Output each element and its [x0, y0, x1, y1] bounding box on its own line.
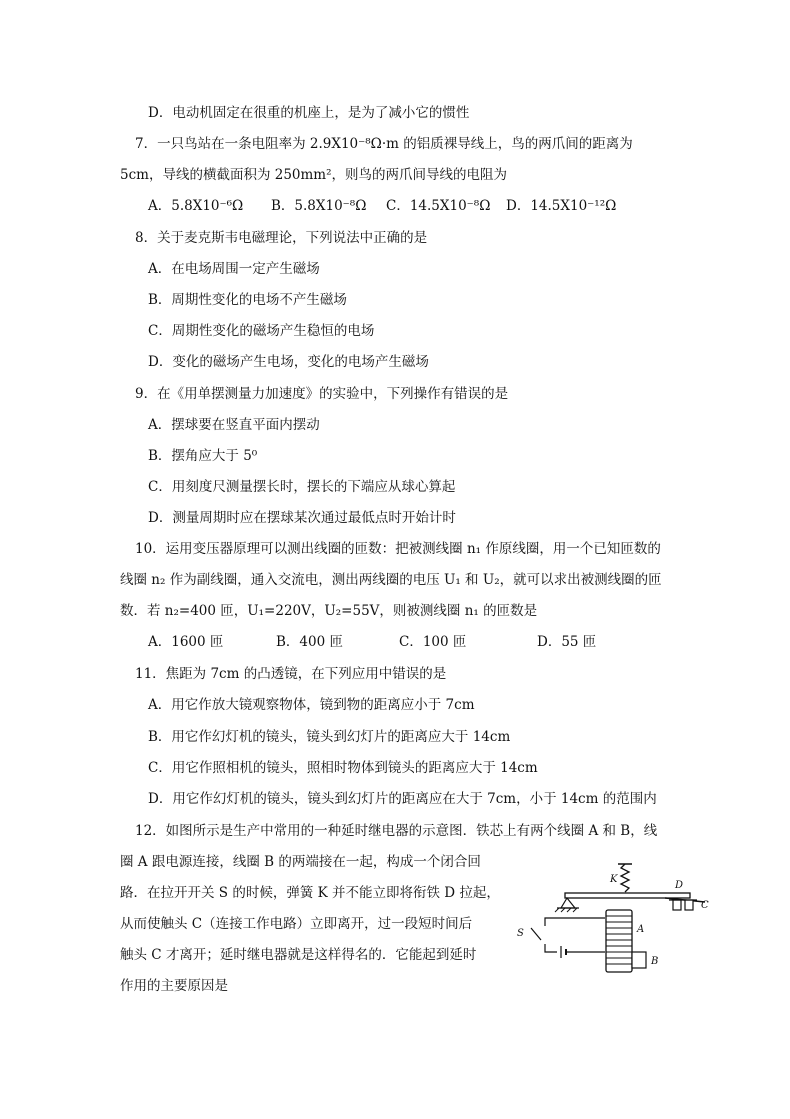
q10-stem-line2: 线圈 n₂ 作为副线圈，通入交流电，测出两线圈的电压 U₁ 和 U₂，就可以求出被测线圈的匝	[120, 572, 662, 588]
q10-option-c: C．100 匝	[399, 634, 467, 650]
q7-options	[148, 196, 616, 216]
q12-stem-line6: 作用的主要原因是	[120, 978, 228, 994]
q8-option-a: A．在电场周围一定产生磁场	[148, 261, 320, 277]
q7-option-c: C．14.5X10⁻⁸Ω	[386, 198, 491, 214]
q12-stem-line5: 触头 C 才离开；延时继电器就是这样得名的．它能起到延时	[120, 947, 477, 963]
q10-option-b: B．400 匝	[276, 634, 343, 650]
q8-option-d: D．变化的磁场产生电场，变化的电场产生磁场	[148, 354, 429, 370]
q11-option-d: D．用它作幻灯机的镜头，镜头到幻灯片的距离应在大于 7cm，小于 14cm 的范围内	[148, 791, 657, 807]
q9-option-b: B．摆角应大于 5⁰	[148, 448, 258, 464]
label-a: A	[637, 924, 645, 935]
q12-stem-line1: 12．如图所示是生产中常用的一种延时继电器的示意图．铁芯上有两个线圈 A 和 B，线	[135, 823, 658, 839]
q11-stem: 11．焦距为 7cm 的凸透镜，在下列应用中错误的是	[135, 666, 447, 682]
contact-c	[669, 900, 697, 910]
armature-d	[565, 893, 705, 902]
label-c: C	[701, 900, 709, 911]
q7-option-d: D．14.5X10⁻¹²Ω	[506, 198, 617, 214]
q9-option-d: D．测量周期时应在摆球某次通过最低点时开始计时	[148, 510, 456, 526]
q12-stem-line2: 圈 A 跟电源连接，线圈 B 的两端接在一起，构成一个闭合回	[120, 854, 481, 870]
label-s: S	[517, 928, 524, 939]
q12-stem-line4: 从而使触头 C（连接工作电路）立即离开，过一段短时间后	[120, 916, 473, 932]
q6-option-d: D．电动机固定在很重的机座上，是为了减小它的惯性	[148, 105, 470, 121]
label-d: D	[675, 880, 684, 891]
q10-option-d: D．55 匝	[537, 634, 597, 650]
q11-option-a: A．用它作放大镜观察物体，镜到物的距离应小于 7cm	[148, 697, 475, 713]
q9-option-a: A．摆球要在竖直平面内摆动	[148, 417, 320, 433]
q7-stem-line2: 5cm，导线的横截面积为 250mm²，则鸟的两爪间导线的电阻为	[120, 167, 508, 183]
q8-option-c: C．周期性变化的磁场产生稳恒的电场	[148, 323, 375, 339]
q10-stem-line3: 数．若 n₂=400 匝，U₁=220V，U₂=55V，则被测线圈 n₁ 的匝数是	[120, 603, 538, 619]
spring-k	[618, 864, 632, 892]
q9-stem: 9．在《用单摆测量力加速度》的实验中，下列操作有错误的是	[135, 386, 509, 402]
q10-options	[148, 632, 596, 652]
delay-relay-figure	[505, 856, 715, 976]
label-k: K	[610, 874, 618, 885]
q10-option-a: A．1600 匝	[148, 634, 224, 650]
q9-option-c: C．用刻度尺测量摆长时，摆长的下端应从球心算起	[148, 479, 456, 495]
coil-core	[606, 910, 646, 972]
q10-stem-line1: 10．运用变压器原理可以测出线圈的匝数：把被测线圈 n₁ 作原线圈，用一个已知匝数的	[135, 541, 661, 557]
q7-option-a: A．5.8X10⁻⁶Ω	[148, 198, 244, 214]
q8-stem: 8．关于麦克斯韦电磁理论，下列说法中正确的是	[135, 230, 428, 246]
q11-option-b: B．用它作幻灯机的镜头，镜头到幻灯片的距离应大于 14cm	[148, 729, 511, 745]
q7-option-b: B．5.8X10⁻⁸Ω	[271, 198, 367, 214]
circuit-wires	[531, 918, 605, 958]
pivot	[555, 898, 579, 912]
q11-option-c: C．用它作照相机的镜头，照相时物体到镜头的距离应大于 14cm	[148, 760, 538, 776]
q12-stem-line3: 路．在拉开开关 S 的时候，弹簧 K 并不能立即将衔铁 D 拉起，	[120, 885, 500, 901]
label-b: B	[651, 956, 659, 967]
q7-stem-line1: 7．一只鸟站在一条电阻率为 2.9X10⁻⁸Ω·m 的铝质裸导线上，鸟的两爪间的距离为	[135, 136, 633, 152]
q8-option-b: B．周期性变化的电场不产生磁场	[148, 292, 347, 308]
